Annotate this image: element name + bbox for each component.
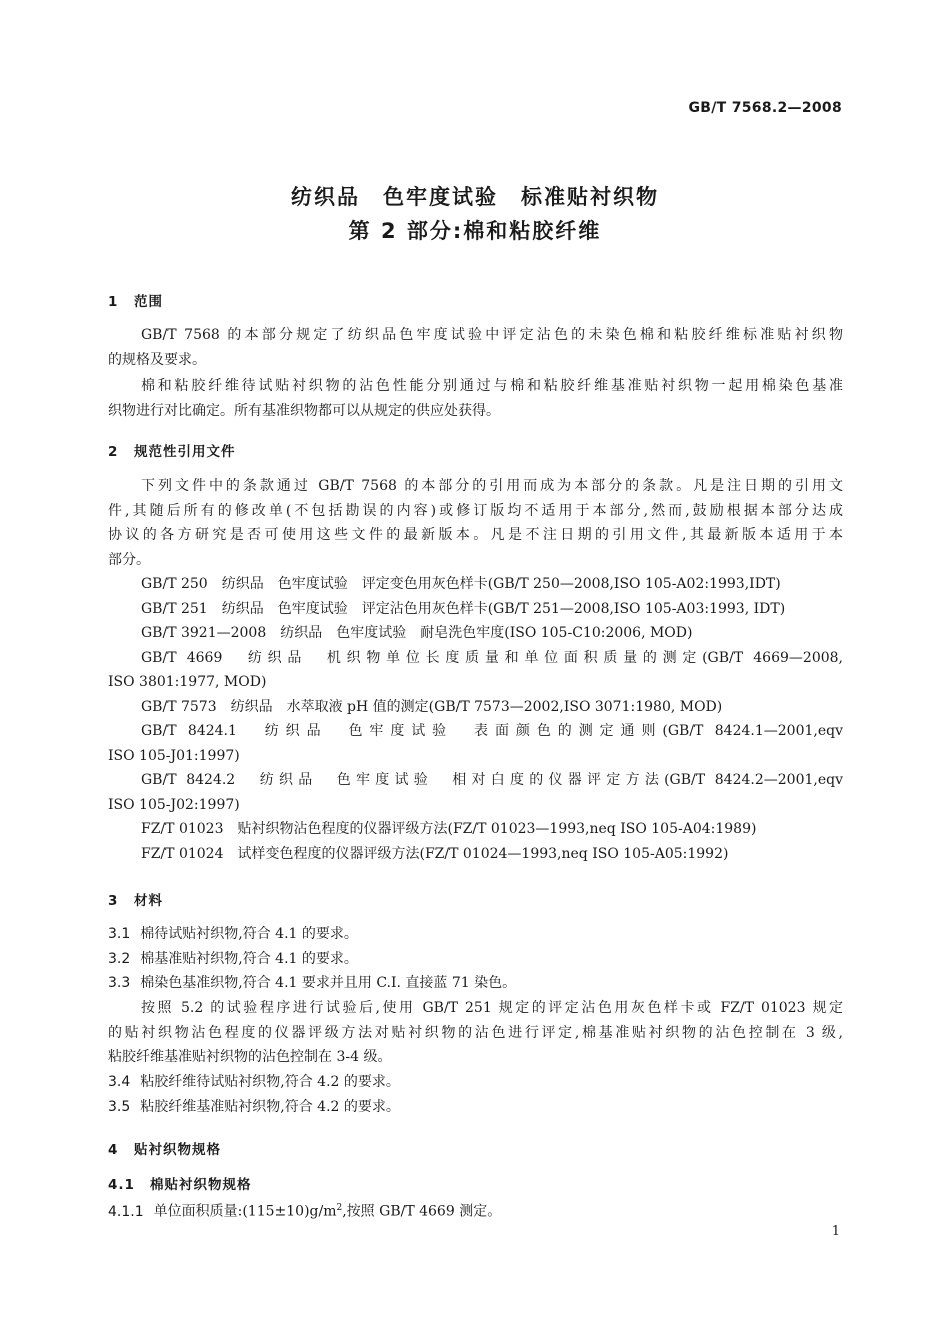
section-title: 贴衬织物规格: [134, 1142, 221, 1158]
text-line: 的贴衬织物沾色程度的仪器评级方法对贴衬织物的沾色进行评定,棉基准贴衬织物的沾色控制在 3 级,: [108, 1024, 843, 1041]
section-number: 2: [108, 444, 119, 460]
normative-reference-list: [108, 572, 843, 866]
clause-3-5: [108, 1095, 400, 1120]
reference-item-continuation: ISO 105-J02:1997): [108, 796, 240, 813]
clause-number: 3.2: [108, 951, 131, 967]
section-1-heading: [108, 290, 163, 310]
section-4-heading: [108, 1138, 221, 1158]
clause-4-1-1: [108, 1196, 501, 1224]
clause-number: 4.1.1: [108, 1203, 144, 1220]
section-1-paragraph-2: [108, 374, 843, 423]
section-number: 3: [108, 893, 119, 909]
clause-text: 棉待试贴衬织物,符合 4.1 的要求。: [140, 926, 358, 942]
clause-3-1: [108, 922, 358, 947]
section-2-intro: [108, 474, 843, 572]
subsection-title: 棉贴衬织物规格: [150, 1177, 252, 1193]
clause-number: 3.1: [108, 926, 131, 942]
section-number: 1: [108, 294, 119, 310]
text-line: 件,其随后所有的修改单(不包括勘误的内容)或修订版均不适用于本部分,然而,鼓励根据本部分达成: [108, 502, 843, 519]
clause-3-2: [108, 947, 358, 972]
subsection-number: 4.1: [108, 1177, 135, 1193]
subsection-4-1-heading: [108, 1173, 252, 1193]
text-line: 部分。: [108, 551, 150, 568]
clause-text: 单位面积质量:(115±10)g/m: [153, 1203, 337, 1220]
text-line: 的规格及要求。: [108, 351, 206, 368]
superscript: 2: [336, 1203, 343, 1213]
text-line: 织物进行对比确定。所有基准织物都可以从规定的供应处获得。: [108, 402, 500, 419]
reference-item: GB/T 251 纺织品 色牢度试验 评定沾色用灰色样卡(GB/T 251—2008,ISO 105-A03:1993, IDT): [141, 600, 786, 617]
clause-text: 棉基准贴衬织物,符合 4.1 的要求。: [140, 951, 358, 967]
reference-item: GB/T 7573 纺织品 水萃取液 pH 值的测定(GB/T 7573—2002,ISO 3071:1980, MOD): [141, 698, 723, 715]
section-2-heading: [108, 440, 236, 460]
section-title: 规范性引用文件: [134, 444, 236, 460]
page-number: 1: [831, 1224, 840, 1239]
reference-item-continuation: ISO 3801:1977, MOD): [108, 674, 267, 690]
clause-text: 粘胶纤维待试贴衬织物,符合 4.2 的要求。: [140, 1074, 400, 1090]
clause-number: 3.5: [108, 1099, 131, 1115]
section-3-heading: [108, 889, 163, 909]
reference-item: GB/T 8424.2 纺织品 色牢度试验 相对白度的仪器评定方法(GB/T 8424.2—2001,eqv: [141, 772, 843, 788]
clause-text-continued: ,按照 GB/T 4669 测定。: [342, 1203, 502, 1220]
reference-item: GB/T 250 纺织品 色牢度试验 评定变色用灰色样卡(GB/T 250—2008,ISO 105-A02:1993,IDT): [141, 576, 781, 592]
document-title-line2: 第 2 部分:棉和粘胶纤维: [348, 219, 602, 243]
clause-number: 3.3: [108, 975, 131, 991]
clause-number: 3.4: [108, 1074, 131, 1090]
document-title-line1: 纺织品 色牢度试验 标准贴衬织物: [291, 185, 659, 209]
clause-text: 粘胶纤维基准贴衬织物,符合 4.2 的要求。: [140, 1099, 400, 1115]
clause-3-3: [108, 971, 516, 996]
text-line: 下列文件中的条款通过 GB/T 7568 的本部分的引用而成为本部分的条款。凡是注日期的引用文: [141, 478, 843, 494]
text-line: 按照 5.2 的试验程序进行试验后,使用 GB/T 251 规定的评定沾色用灰色样卡或 FZ/T 01023 规定: [141, 1000, 843, 1016]
standard-code: GB/T 7568.2—2008: [688, 100, 842, 116]
section-3-paragraph: [108, 996, 843, 1070]
section-title: 材料: [134, 893, 163, 909]
reference-item: FZ/T 01023 贴衬织物沾色程度的仪器评级方法(FZ/T 01023—1993,neq ISO 105-A04:1989): [141, 821, 757, 837]
section-number: 4: [108, 1142, 119, 1158]
reference-item: GB/T 3921—2008 纺织品 色牢度试验 耐皂洗色牢度(ISO 105-C10:2006, MOD): [141, 625, 693, 641]
text-line: 协议的各方研究是否可使用这些文件的最新版本。凡是不注日期的引用文件,其最新版本适用于本: [108, 527, 843, 543]
section-title: 范围: [134, 294, 163, 310]
section-1-paragraph-1: [108, 323, 843, 372]
text-line: 粘胶纤维基准贴衬织物的沾色控制在 3-4 级。: [108, 1049, 392, 1065]
text-line: GB/T 7568 的本部分规定了纺织品色牢度试验中评定沾色的未染色棉和粘胶纤维标准贴衬织物: [141, 327, 843, 343]
reference-item: GB/T 4669 纺织品 机织物单位长度质量和单位面积质量的测定(GB/T 4669—2008,: [141, 649, 843, 666]
clause-text: 棉染色基准织物,符合 4.1 要求并且用 C.I. 直接蓝 71 染色。: [140, 975, 517, 991]
reference-item-continuation: ISO 105-J01:1997): [108, 747, 240, 764]
reference-item: FZ/T 01024 试样变色程度的仪器评级方法(FZ/T 01024—1993,neq ISO 105-A05:1992): [141, 845, 729, 862]
text-line: 棉和粘胶纤维待试贴衬织物的沾色性能分别通过与棉和粘胶纤维基准贴衬织物一起用棉染色基准: [141, 378, 843, 394]
clause-3-4: [108, 1070, 400, 1095]
reference-item: GB/T 8424.1 纺织品 色牢度试验 表面颜色的测定通则(GB/T 8424.1—2001,eqv: [141, 723, 843, 739]
